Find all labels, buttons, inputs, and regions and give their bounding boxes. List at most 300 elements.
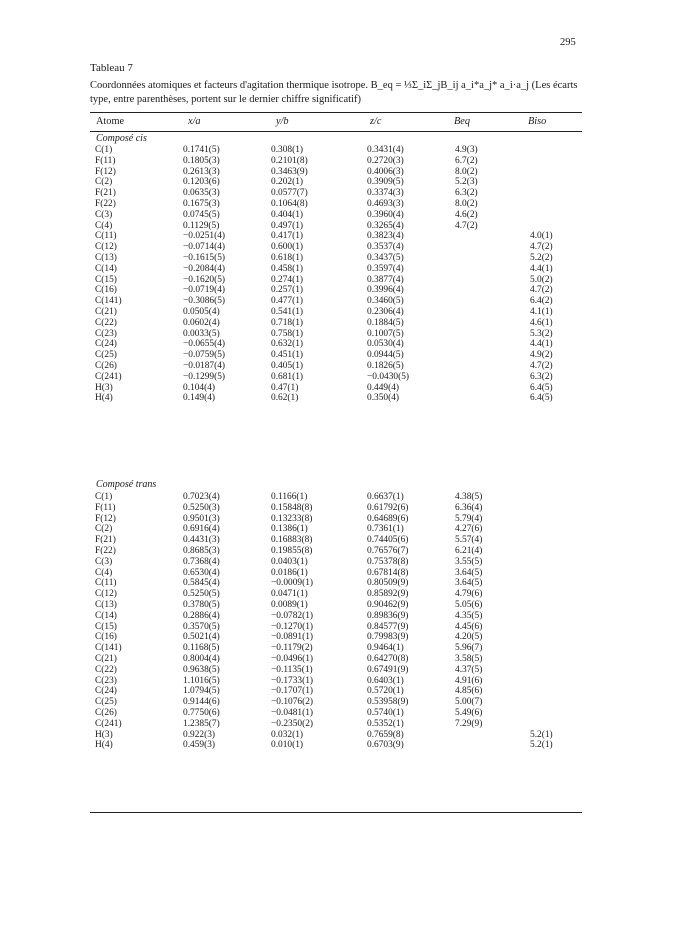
beq-cell: 5.79(4) bbox=[455, 513, 483, 524]
header-x: x/a bbox=[188, 116, 201, 127]
x-cell: 0.8685(3) bbox=[183, 545, 220, 556]
biso-cell: 6.4(5) bbox=[530, 393, 553, 404]
z-cell: 0.84577(9) bbox=[367, 621, 409, 632]
table-row bbox=[95, 719, 580, 730]
y-cell: −0.1179(2) bbox=[271, 643, 313, 654]
table-row bbox=[95, 307, 580, 318]
z-cell: 0.5352(1) bbox=[367, 718, 404, 729]
atom-cell: C(16) bbox=[95, 632, 117, 643]
atom-cell: F(22) bbox=[95, 545, 116, 556]
atom-cell: C(11) bbox=[95, 578, 117, 589]
beq-cell: 6.36(4) bbox=[455, 502, 483, 513]
biso-cell bbox=[530, 221, 580, 232]
table-row bbox=[95, 372, 580, 383]
atom-cell: C(12) bbox=[95, 242, 117, 253]
x-cell: 0.104(4) bbox=[183, 382, 216, 393]
beq-cell bbox=[455, 231, 530, 242]
header-beq: Beq bbox=[454, 116, 471, 127]
x-cell: 1.2385(7) bbox=[183, 718, 220, 729]
biso-cell bbox=[530, 210, 580, 221]
y-cell: −0.1270(1) bbox=[271, 621, 313, 632]
x-cell: 1.1016(5) bbox=[183, 675, 220, 686]
z-cell: 0.4006(3) bbox=[367, 166, 404, 177]
biso-cell: 5.3(2) bbox=[530, 328, 553, 339]
biso-cell bbox=[530, 719, 580, 730]
z-cell: 0.79983(9) bbox=[367, 632, 409, 643]
y-cell: 0.032(1) bbox=[271, 729, 304, 740]
z-cell: 0.3537(4) bbox=[367, 242, 404, 253]
y-cell: 0.458(1) bbox=[271, 263, 304, 274]
x-cell: 0.2886(4) bbox=[183, 610, 220, 621]
x-cell: 0.2613(3) bbox=[183, 166, 220, 177]
atom-cell: C(25) bbox=[95, 697, 117, 708]
beq-cell bbox=[455, 264, 530, 275]
atom-cell: C(2) bbox=[95, 524, 113, 535]
beq-cell: 3.64(5) bbox=[455, 567, 483, 578]
atom-cell: C(14) bbox=[95, 263, 117, 274]
beq-cell bbox=[455, 393, 530, 404]
table-row bbox=[95, 199, 580, 210]
y-cell: 0.2101(8) bbox=[271, 155, 308, 166]
z-cell: 0.2720(3) bbox=[367, 155, 404, 166]
x-cell: 0.1675(3) bbox=[183, 198, 220, 209]
y-cell: 0.202(1) bbox=[271, 177, 304, 188]
x-cell: −0.0759(5) bbox=[183, 350, 225, 361]
table-row bbox=[95, 740, 580, 751]
y-cell: 0.274(1) bbox=[271, 274, 304, 285]
table-row bbox=[95, 177, 580, 188]
y-cell: 0.13233(8) bbox=[271, 513, 313, 524]
x-cell: 0.459(3) bbox=[183, 740, 216, 751]
biso-cell bbox=[530, 188, 580, 199]
atom-cell: H(3) bbox=[95, 382, 113, 393]
x-cell: 0.7023(4) bbox=[183, 492, 220, 502]
beq-cell bbox=[455, 253, 530, 264]
x-cell: −0.2084(4) bbox=[183, 263, 225, 274]
atom-cell: C(11) bbox=[95, 231, 117, 242]
table-row bbox=[95, 210, 580, 221]
z-cell: 0.6637(1) bbox=[367, 492, 404, 502]
y-cell: 0.718(1) bbox=[271, 317, 304, 328]
beq-cell: 8.0(2) bbox=[455, 166, 478, 177]
biso-cell bbox=[530, 557, 580, 568]
beq-cell: 6.3(2) bbox=[455, 188, 478, 199]
x-cell: 0.5250(3) bbox=[183, 502, 220, 513]
x-cell: −0.0714(4) bbox=[183, 242, 225, 253]
table-row bbox=[95, 318, 580, 329]
table-row bbox=[95, 730, 580, 741]
header-z: z/c bbox=[370, 116, 382, 127]
y-cell: 0.477(1) bbox=[271, 296, 304, 307]
biso-cell: 4.4(1) bbox=[530, 263, 553, 274]
header-biso: Biso bbox=[528, 116, 547, 127]
biso-cell bbox=[530, 632, 580, 643]
x-cell: −0.1620(5) bbox=[183, 274, 225, 285]
table-row bbox=[95, 285, 580, 296]
beq-cell: 5.05(6) bbox=[455, 599, 483, 610]
atom-cell: C(22) bbox=[95, 664, 117, 675]
x-cell: 0.922(3) bbox=[183, 729, 216, 740]
y-cell: 0.600(1) bbox=[271, 242, 304, 253]
atom-cell: C(3) bbox=[95, 556, 113, 567]
beq-cell bbox=[455, 296, 530, 307]
x-cell: −0.0655(4) bbox=[183, 339, 225, 350]
beq-cell: 4.45(6) bbox=[455, 621, 483, 632]
atom-cell: F(11) bbox=[95, 155, 116, 166]
atom-cell: C(23) bbox=[95, 328, 117, 339]
biso-cell bbox=[530, 589, 580, 600]
atom-cell: F(21) bbox=[95, 188, 116, 199]
y-cell: −0.2350(2) bbox=[271, 718, 313, 729]
x-cell: 0.1203(6) bbox=[183, 177, 220, 188]
table-row bbox=[95, 708, 580, 719]
table-row bbox=[95, 339, 580, 350]
atom-cell: C(25) bbox=[95, 350, 117, 361]
table-row bbox=[95, 253, 580, 264]
atom-cell: C(24) bbox=[95, 339, 117, 350]
beq-cell: 8.0(2) bbox=[455, 198, 478, 209]
x-cell: 0.149(4) bbox=[183, 393, 216, 404]
beq-cell: 4.38(5) bbox=[455, 492, 483, 502]
table-row bbox=[95, 568, 580, 579]
biso-cell: 6.3(2) bbox=[530, 371, 553, 382]
table-row bbox=[95, 231, 580, 242]
x-cell: −0.1299(5) bbox=[183, 371, 225, 382]
atom-cell: C(22) bbox=[95, 317, 117, 328]
table-row bbox=[95, 221, 580, 232]
table-row bbox=[95, 296, 580, 307]
atom-cell: C(241) bbox=[95, 371, 122, 382]
beq-cell bbox=[455, 329, 530, 340]
y-cell: 0.1064(8) bbox=[271, 198, 308, 209]
table-row bbox=[95, 145, 580, 156]
x-cell: 0.9144(6) bbox=[183, 697, 220, 708]
biso-cell bbox=[530, 546, 580, 557]
y-cell: −0.0496(1) bbox=[271, 653, 313, 664]
biso-cell bbox=[530, 600, 580, 611]
beq-cell: 5.57(4) bbox=[455, 535, 483, 546]
atom-cell: H(4) bbox=[95, 393, 113, 404]
biso-cell bbox=[530, 665, 580, 676]
atom-cell: C(1) bbox=[95, 492, 113, 502]
beq-cell: 5.49(6) bbox=[455, 707, 483, 718]
x-cell: 0.3570(5) bbox=[183, 621, 220, 632]
x-cell: 1.0794(5) bbox=[183, 686, 220, 697]
z-cell: 0.85892(9) bbox=[367, 589, 409, 600]
x-cell: 0.3780(5) bbox=[183, 599, 220, 610]
biso-cell: 5.2(2) bbox=[530, 252, 553, 263]
y-cell: 0.47(1) bbox=[271, 382, 299, 393]
x-cell: −0.1615(5) bbox=[183, 252, 225, 263]
y-cell: −0.1733(1) bbox=[271, 675, 313, 686]
biso-cell: 4.7(2) bbox=[530, 360, 553, 371]
table-row bbox=[95, 643, 580, 654]
y-cell: 0.417(1) bbox=[271, 231, 304, 242]
beq-cell bbox=[455, 730, 530, 741]
x-cell: 0.0505(4) bbox=[183, 306, 220, 317]
z-cell: 0.6703(9) bbox=[367, 740, 404, 751]
z-cell: 0.2306(4) bbox=[367, 306, 404, 317]
beq-cell: 4.7(2) bbox=[455, 220, 478, 231]
table-row bbox=[95, 600, 580, 611]
y-cell: 0.0186(1) bbox=[271, 567, 308, 578]
table-row bbox=[95, 329, 580, 340]
table-row bbox=[95, 503, 580, 514]
y-cell: 0.1386(1) bbox=[271, 524, 308, 535]
y-cell: 0.1166(1) bbox=[271, 492, 308, 502]
beq-cell: 4.79(6) bbox=[455, 589, 483, 600]
z-cell: 0.89836(9) bbox=[367, 610, 409, 621]
z-cell: 0.3909(5) bbox=[367, 177, 404, 188]
header-rule bbox=[90, 131, 582, 132]
beq-cell bbox=[455, 339, 530, 350]
table-row bbox=[95, 383, 580, 394]
y-cell: 0.541(1) bbox=[271, 306, 304, 317]
table-row bbox=[95, 535, 580, 546]
table-row bbox=[95, 188, 580, 199]
z-cell: 0.3823(4) bbox=[367, 231, 404, 242]
table-trans bbox=[95, 492, 580, 751]
x-cell: 0.7750(6) bbox=[183, 707, 220, 718]
atom-cell: C(15) bbox=[95, 274, 117, 285]
biso-cell bbox=[530, 167, 580, 178]
biso-cell bbox=[530, 177, 580, 188]
beq-cell: 4.85(6) bbox=[455, 686, 483, 697]
z-cell: 0.61792(6) bbox=[367, 502, 409, 513]
biso-cell: 5.0(2) bbox=[530, 274, 553, 285]
z-cell: 0.53958(9) bbox=[367, 697, 409, 708]
y-cell: 0.681(1) bbox=[271, 371, 304, 382]
y-cell: 0.0403(1) bbox=[271, 556, 308, 567]
atom-cell: F(22) bbox=[95, 198, 116, 209]
biso-cell bbox=[530, 578, 580, 589]
atom-cell: F(12) bbox=[95, 166, 116, 177]
biso-cell: 4.6(1) bbox=[530, 317, 553, 328]
y-cell: −0.0782(1) bbox=[271, 610, 313, 621]
x-cell: 0.1168(5) bbox=[183, 643, 220, 654]
biso-cell bbox=[530, 503, 580, 514]
y-cell: 0.451(1) bbox=[271, 350, 304, 361]
table-row bbox=[95, 676, 580, 687]
x-cell: 0.5250(5) bbox=[183, 589, 220, 600]
biso-cell bbox=[530, 643, 580, 654]
page-number: 295 bbox=[560, 37, 576, 48]
beq-cell: 5.96(7) bbox=[455, 643, 483, 654]
table-row bbox=[95, 167, 580, 178]
biso-cell bbox=[530, 654, 580, 665]
x-cell: 0.1129(5) bbox=[183, 220, 220, 231]
table-row bbox=[95, 665, 580, 676]
z-cell: 0.3960(4) bbox=[367, 209, 404, 220]
y-cell: 0.15848(8) bbox=[271, 502, 313, 513]
table-caption: Coordonnées atomiques et facteurs d'agitation thermique isotrope. B_eq = ⅓Σ_iΣ_jB_ij a_i*a_j* a_i·a_j (Les écarts type, entre parenthèses, portent sur le dernier chiffre significatif) bbox=[90, 80, 578, 105]
atom-cell: C(141) bbox=[95, 643, 122, 654]
biso-cell: 4.4(1) bbox=[530, 339, 553, 350]
z-cell: 0.3437(5) bbox=[367, 252, 404, 263]
x-cell: 0.9501(3) bbox=[183, 513, 220, 524]
beq-cell: 4.9(3) bbox=[455, 145, 478, 155]
table-row bbox=[95, 264, 580, 275]
z-cell: 0.1007(5) bbox=[367, 328, 404, 339]
atom-cell: C(21) bbox=[95, 653, 117, 664]
table-label: Tableau 7 bbox=[90, 62, 133, 74]
atom-cell: C(241) bbox=[95, 718, 122, 729]
table-cis bbox=[95, 145, 580, 404]
z-cell: 0.64270(8) bbox=[367, 653, 409, 664]
z-cell: −0.0430(5) bbox=[367, 371, 409, 382]
beq-cell: 3.58(5) bbox=[455, 653, 483, 664]
atom-cell: C(26) bbox=[95, 360, 117, 371]
y-cell: 0.010(1) bbox=[271, 740, 304, 751]
z-cell: 0.4693(3) bbox=[367, 198, 404, 209]
y-cell: 0.497(1) bbox=[271, 220, 304, 231]
beq-cell: 4.27(6) bbox=[455, 524, 483, 535]
atom-cell: C(26) bbox=[95, 707, 117, 718]
atom-cell: C(23) bbox=[95, 675, 117, 686]
beq-cell bbox=[455, 372, 530, 383]
x-cell: −0.3086(5) bbox=[183, 296, 225, 307]
y-cell: 0.404(1) bbox=[271, 209, 304, 220]
table-row bbox=[95, 393, 580, 404]
bottom-rule bbox=[90, 812, 582, 813]
table-row bbox=[95, 350, 580, 361]
x-cell: 0.0602(4) bbox=[183, 317, 220, 328]
z-cell: 0.3597(4) bbox=[367, 263, 404, 274]
x-cell: 0.9638(5) bbox=[183, 664, 220, 675]
table-row bbox=[95, 546, 580, 557]
beq-cell bbox=[455, 242, 530, 253]
x-cell: 0.1805(3) bbox=[183, 155, 220, 166]
y-cell: 0.758(1) bbox=[271, 328, 304, 339]
z-cell: 0.350(4) bbox=[367, 393, 400, 404]
atom-cell: C(141) bbox=[95, 296, 122, 307]
beq-cell bbox=[455, 285, 530, 296]
x-cell: 0.0635(3) bbox=[183, 188, 220, 199]
biso-cell bbox=[530, 708, 580, 719]
x-cell: −0.0187(4) bbox=[183, 360, 225, 371]
beq-cell bbox=[455, 307, 530, 318]
atom-cell: C(2) bbox=[95, 177, 113, 188]
y-cell: 0.257(1) bbox=[271, 285, 304, 296]
table-row bbox=[95, 557, 580, 568]
x-cell: −0.0719(4) bbox=[183, 285, 225, 296]
table-row bbox=[95, 589, 580, 600]
x-cell: −0.0251(4) bbox=[183, 231, 225, 242]
beq-cell bbox=[455, 740, 530, 751]
table-row bbox=[95, 622, 580, 633]
beq-cell: 3.64(5) bbox=[455, 578, 483, 589]
beq-cell bbox=[455, 350, 530, 361]
z-cell: 0.74405(6) bbox=[367, 535, 409, 546]
biso-cell bbox=[530, 524, 580, 535]
atom-cell: C(14) bbox=[95, 610, 117, 621]
table-row bbox=[95, 632, 580, 643]
beq-cell: 4.20(5) bbox=[455, 632, 483, 643]
table-row bbox=[95, 242, 580, 253]
table-row bbox=[95, 611, 580, 622]
table-row bbox=[95, 361, 580, 372]
z-cell: 0.67491(9) bbox=[367, 664, 409, 675]
table-row bbox=[95, 514, 580, 525]
table-row bbox=[95, 686, 580, 697]
x-cell: 0.8004(4) bbox=[183, 653, 220, 664]
atom-cell: C(13) bbox=[95, 599, 117, 610]
z-cell: 0.5720(1) bbox=[367, 686, 404, 697]
z-cell: 0.3265(4) bbox=[367, 220, 404, 231]
atom-cell: C(3) bbox=[95, 209, 113, 220]
x-cell: 0.0745(5) bbox=[183, 209, 220, 220]
z-cell: 0.5740(1) bbox=[367, 707, 404, 718]
x-cell: 0.4431(3) bbox=[183, 535, 220, 546]
z-cell: 0.1884(5) bbox=[367, 317, 404, 328]
z-cell: 0.7361(1) bbox=[367, 524, 404, 535]
y-cell: 0.308(1) bbox=[271, 145, 304, 155]
beq-cell: 6.21(4) bbox=[455, 545, 483, 556]
biso-cell: 4.1(1) bbox=[530, 306, 553, 317]
y-cell: 0.62(1) bbox=[271, 393, 299, 404]
z-cell: 0.76576(7) bbox=[367, 545, 409, 556]
z-cell: 0.3431(4) bbox=[367, 145, 404, 155]
section-title-trans: Composé trans bbox=[96, 479, 157, 490]
beq-cell: 7.29(9) bbox=[455, 718, 483, 729]
y-cell: −0.0009(1) bbox=[271, 578, 313, 589]
biso-cell bbox=[530, 156, 580, 167]
beq-cell: 4.6(2) bbox=[455, 209, 478, 220]
biso-cell bbox=[530, 686, 580, 697]
x-cell: 0.6916(4) bbox=[183, 524, 220, 535]
header-atome: Atome bbox=[96, 116, 125, 127]
atom-cell: C(21) bbox=[95, 306, 117, 317]
z-cell: 0.3877(4) bbox=[367, 274, 404, 285]
y-cell: 0.632(1) bbox=[271, 339, 304, 350]
y-cell: 0.0471(1) bbox=[271, 589, 308, 600]
z-cell: 0.1826(5) bbox=[367, 360, 404, 371]
table-row bbox=[95, 654, 580, 665]
atom-cell: C(16) bbox=[95, 285, 117, 296]
atom-cell: C(12) bbox=[95, 589, 117, 600]
biso-cell bbox=[530, 568, 580, 579]
z-cell: 0.67814(8) bbox=[367, 567, 409, 578]
biso-cell bbox=[530, 611, 580, 622]
table-row bbox=[95, 578, 580, 589]
table-row bbox=[95, 697, 580, 708]
y-cell: −0.0481(1) bbox=[271, 707, 313, 718]
beq-cell: 3.55(5) bbox=[455, 556, 483, 567]
z-cell: 0.0944(5) bbox=[367, 350, 404, 361]
biso-cell bbox=[530, 535, 580, 546]
z-cell: 0.75378(8) bbox=[367, 556, 409, 567]
biso-cell: 4.0(1) bbox=[530, 231, 553, 242]
z-cell: 0.9464(1) bbox=[367, 643, 404, 654]
atom-cell: C(1) bbox=[95, 145, 113, 155]
y-cell: −0.0891(1) bbox=[271, 632, 313, 643]
x-cell: 0.7368(4) bbox=[183, 556, 220, 567]
beq-cell: 4.91(6) bbox=[455, 675, 483, 686]
biso-cell: 4.7(2) bbox=[530, 242, 553, 253]
beq-cell: 5.2(3) bbox=[455, 177, 478, 188]
beq-cell: 4.37(5) bbox=[455, 664, 483, 675]
beq-cell bbox=[455, 361, 530, 372]
atom-cell: C(24) bbox=[95, 686, 117, 697]
table-row bbox=[95, 275, 580, 286]
y-cell: −0.1135(1) bbox=[271, 664, 313, 675]
table-row bbox=[95, 524, 580, 535]
z-cell: 0.90462(9) bbox=[367, 599, 409, 610]
y-cell: 0.618(1) bbox=[271, 252, 304, 263]
table-row bbox=[95, 156, 580, 167]
y-cell: 0.3463(9) bbox=[271, 166, 308, 177]
z-cell: 0.0530(4) bbox=[367, 339, 404, 350]
